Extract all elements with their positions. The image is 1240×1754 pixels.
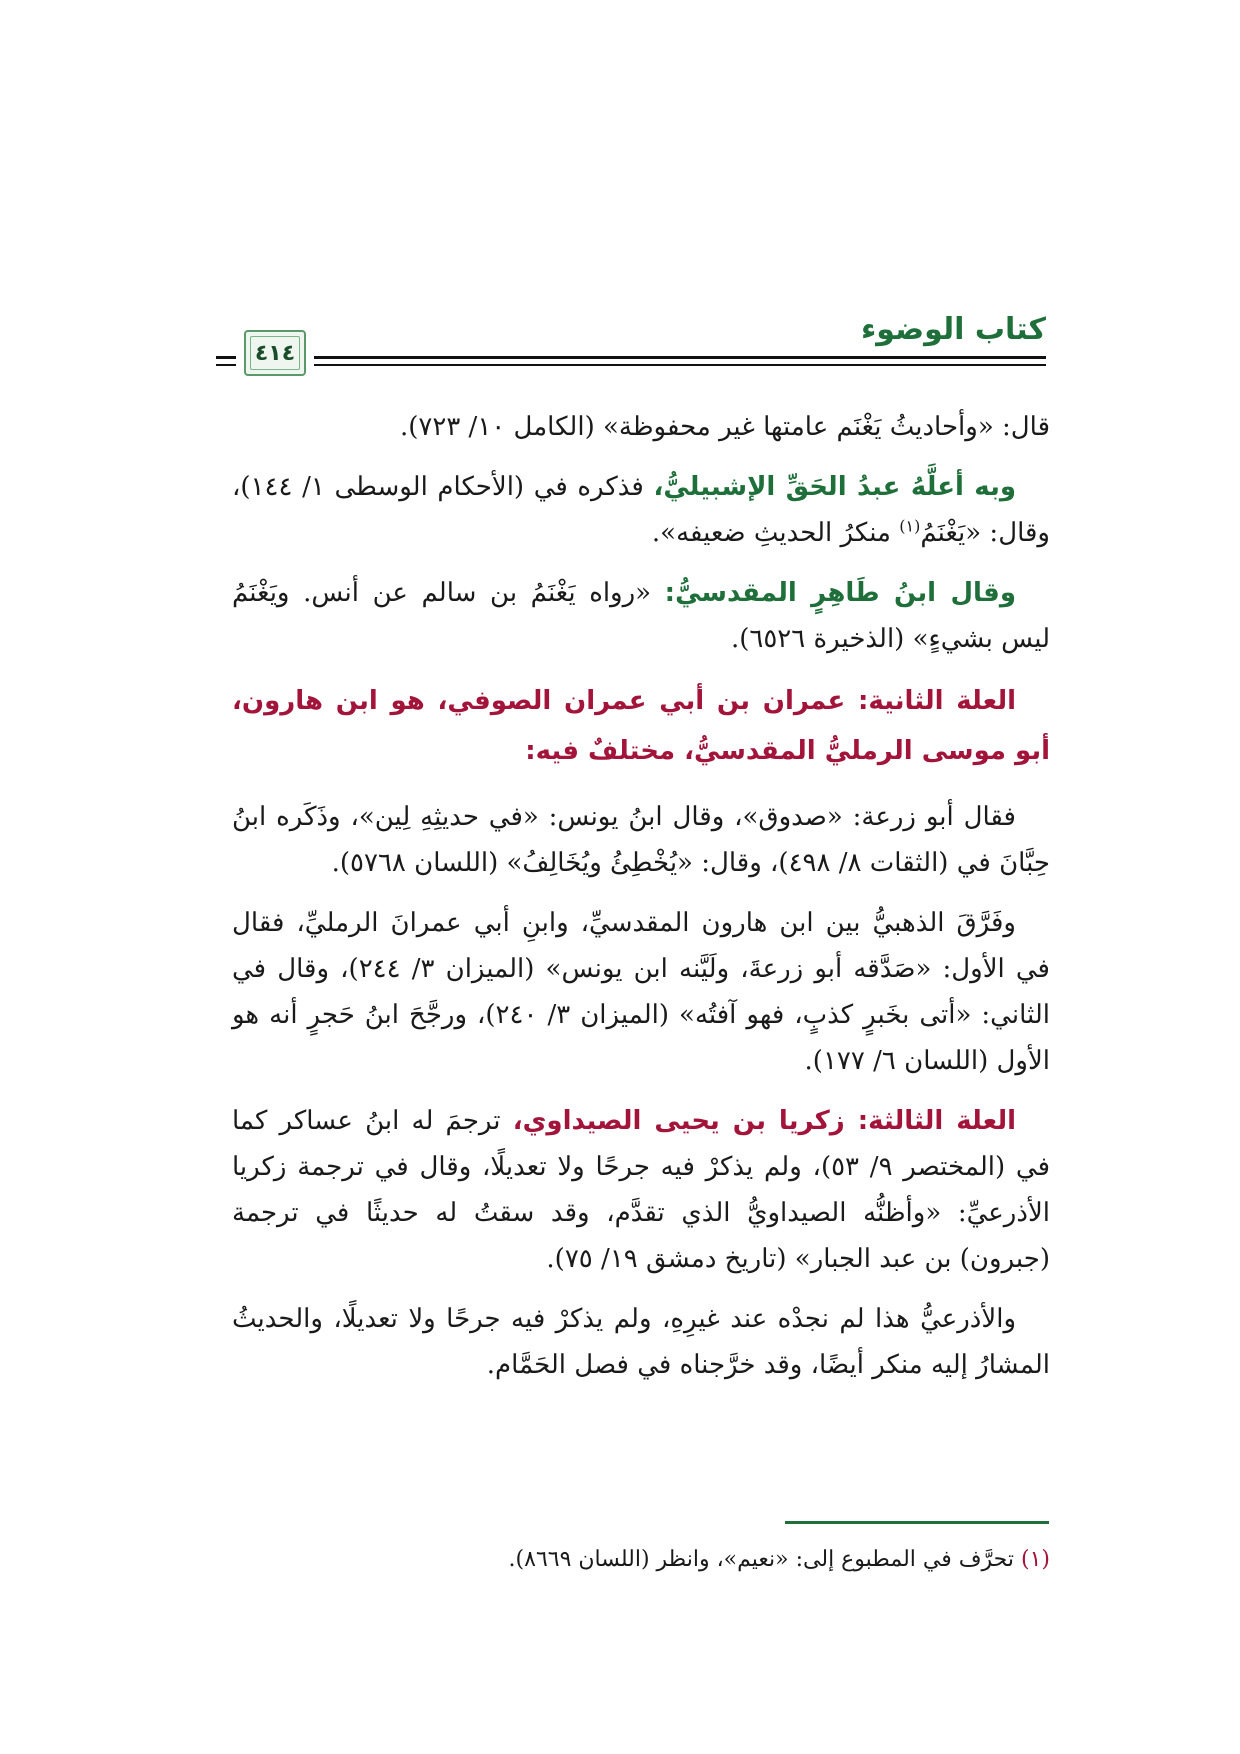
- highlight-text: وقال ابنُ طَاهِرٍ المقدسيُّ:: [664, 578, 1016, 608]
- paragraph-2: [232, 464, 1050, 556]
- paragraph-text: ترجمَ له ابنُ عساكر كما في (المختصر ٩/ ٥٣)، ولم يذكرْ فيه جرحًا ولا تعديلًا، وقال في ترجمة زكريا الأذرعيِّ: «وأظنُّه الصيداويُّ الذي تقدَّم، وقد سقتُ له حديثًا في ترجمة (جبرون) بن عبد الجبار» (تاريخ دمشق ١٩/ ٧٥).: [232, 1106, 1050, 1274]
- main-text: [232, 404, 1050, 1402]
- paragraph-6: [232, 1098, 1050, 1282]
- paragraph-4: فقال أبو زرعة: «صدوق»، وقال ابنُ يونس: «في حديثِهِ لِين»، وذَكَره ابنُ حِبَّانَ في (الثقات ٨/ ٤٩٨)، وقال: «يُخْطِئُ ويُخَالِفُ» (اللسان ٥٧٦٨).: [232, 802, 1050, 878]
- paragraph-1: قال: «وأحاديثُ يَغْنَم عامتها غير محفوظة» (الكامل ١٠/ ٧٢٣).: [399, 412, 1050, 442]
- paragraph-text-end: منكرُ الحديثِ ضعيفه».: [651, 518, 900, 548]
- footnote-number: (١): [1020, 1547, 1050, 1572]
- header-rule-left-thick: [216, 356, 236, 359]
- header-rule-thin: [314, 364, 1046, 366]
- header-rule-thick: [314, 356, 1046, 359]
- header-rule-left-thin: [216, 364, 236, 366]
- footnote: [232, 1542, 1050, 1578]
- section-heading-2: العلة الثانية: عمران بن أبي عمران الصوفي، هو ابن هارون، أبو موسى الرمليُّ المقدسيُّ، مختلفٌ فيه:: [232, 686, 1050, 766]
- page-number: ٤١٤: [254, 340, 296, 366]
- section-heading-3: العلة الثالثة: زكريا بن يحيى الصيداوي،: [512, 1106, 1016, 1136]
- page-header: [240, 312, 1046, 392]
- footnote-ref[interactable]: (١): [899, 516, 921, 536]
- paragraph-5: وفَرَّقَ الذهبيُّ بين ابن هارون المقدسيِّ، وابنِ أبي عمرانَ الرمليِّ، فقال في الأول: «صَدَّقه أبو زرعةَ، ولَيَّنه ابن يونس» (الميزان ٣/ ٢٤٤)، وقال في الثاني: «أتى بخَبرٍ كذبٍ، فهو آفتُه» (الميزان ٣/ ٢٤٠)، ورجَّحَ ابنُ حَجرٍ أنه هو الأول (اللسان ٦/ ١٧٧).: [232, 908, 1051, 1076]
- footnote-text: تحرَّف في المطبوع إلى: «نعيم»، وانظر (اللسان ٨٦٦٩).: [508, 1547, 1021, 1572]
- paragraph-3: [232, 570, 1050, 662]
- highlight-text: وبه أعلَّهُ عبدُ الحَقِّ الإشبيليُّ،: [653, 472, 1016, 502]
- paragraph-text: فذكره في (الأحكام الوسطى ١/ ١٤٤)، وقال: «يَغْنَمُ: [232, 472, 1050, 548]
- book-title: كتاب الوضوء: [860, 312, 1046, 347]
- paragraph-7: والأذرعيُّ هذا لم نجدْه عند غيرِهِ، ولم يذكرْ فيه جرحًا ولا تعديلًا، والحديثُ المشارُ إليه منكر أيضًا، وقد خرَّجناه في فصل الحَمَّام.: [232, 1304, 1050, 1380]
- paragraph-text: «رواه يَغْنَمُ بن سالم عن أنس. ويَغْنَمُ ليس بشيءٍ» (الذخيرة ٦٥٢٦).: [232, 578, 1050, 654]
- footnote-divider: [785, 1521, 1049, 1524]
- page-number-badge: [244, 330, 306, 376]
